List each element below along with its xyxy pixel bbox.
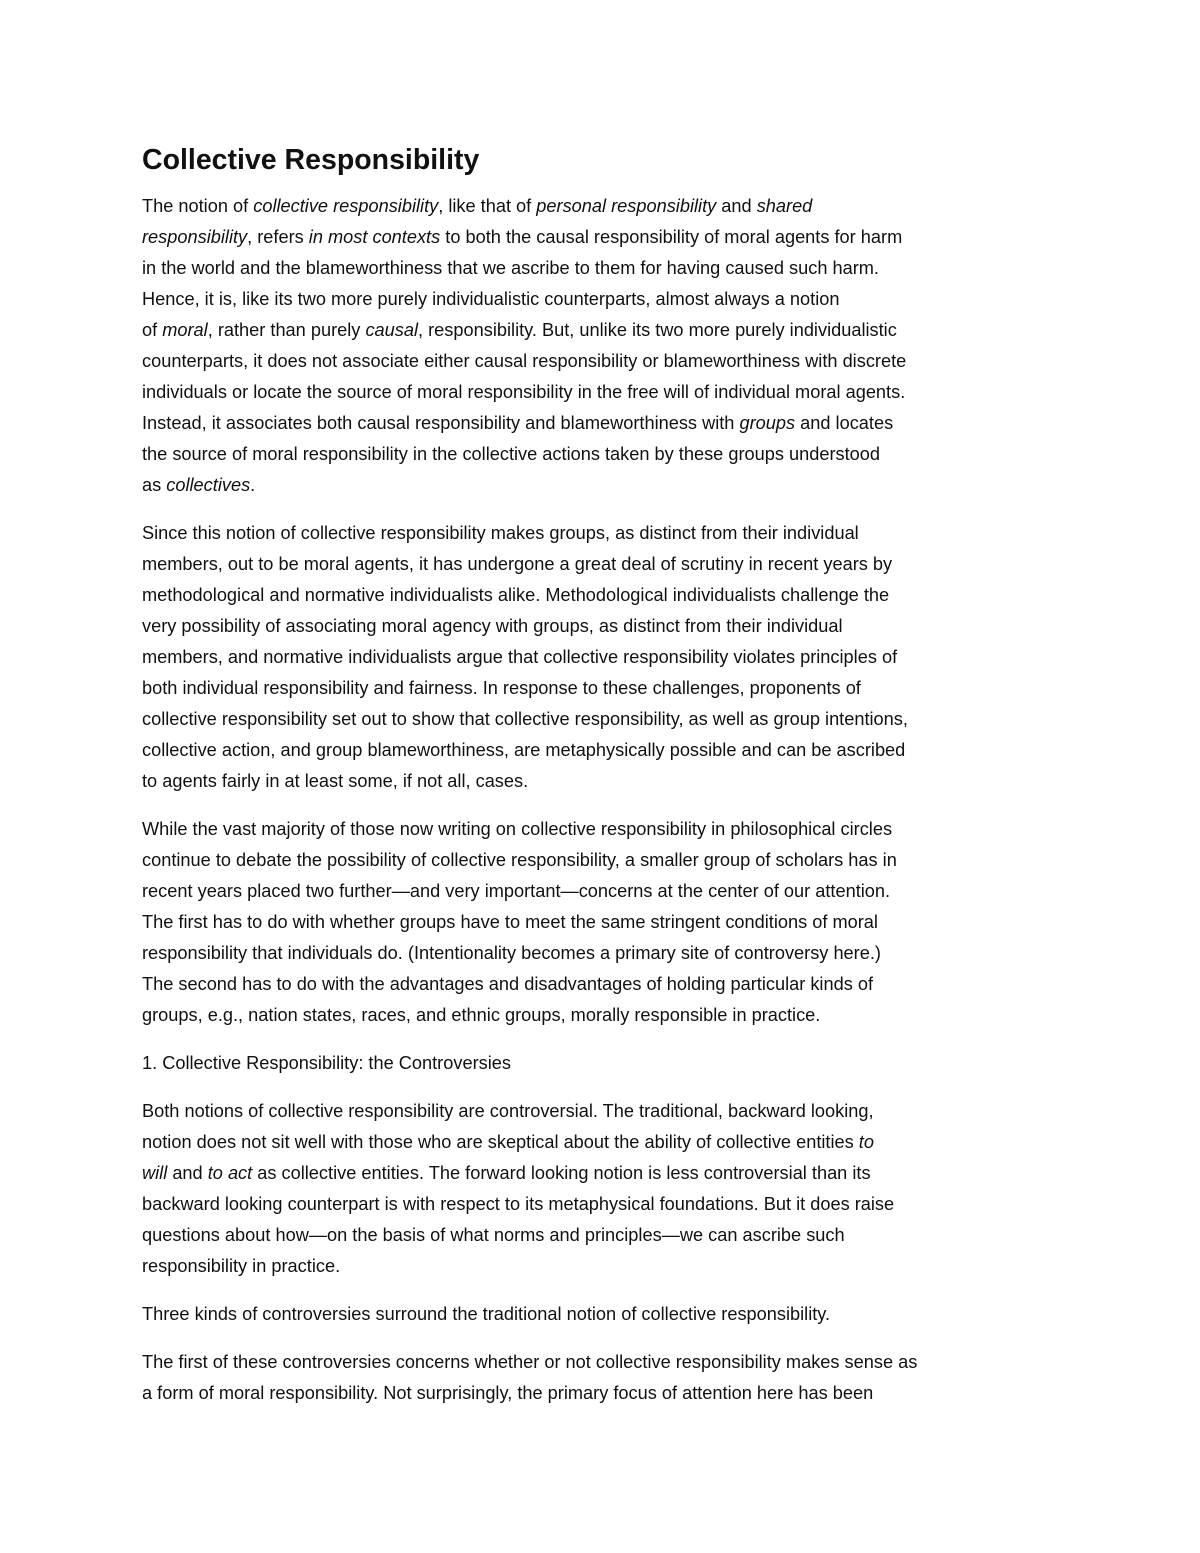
text-run: groups, e.g., nation states, races, and ethnic groups, morally responsible in practice. (142, 1005, 821, 1025)
text-run: Both notions of collective responsibility are controversial. The traditional, backward looking, (142, 1101, 874, 1121)
text-line (142, 673, 1072, 704)
paragraph (142, 518, 1072, 797)
text-run: recent years placed two further—and very important—concerns at the center of our attention. (142, 881, 891, 901)
text-line (142, 907, 1072, 938)
text-run: continue to debate the possibility of collective responsibility, a smaller group of scholars has in (142, 850, 897, 870)
text-line (142, 518, 1072, 549)
italic-text: groups (739, 413, 796, 433)
text-line (142, 611, 1072, 642)
italic-text: in most contexts (308, 227, 441, 247)
text-run: as collective entities. The forward looking notion is less controversial than its (252, 1163, 871, 1183)
text-run: . (250, 475, 256, 495)
text-line (142, 1189, 1072, 1220)
text-run: counterparts, it does not associate either causal responsibility or blameworthiness with discrete (142, 351, 907, 371)
text-line (142, 191, 1072, 222)
text-line (142, 876, 1072, 907)
text-line (142, 222, 1072, 253)
text-run: in the world and the blameworthiness that we ascribe to them for having caused such harm. (142, 258, 879, 278)
text-run: members, out to be moral agents, it has undergone a great deal of scrutiny in recent years by (142, 554, 893, 574)
paragraph (142, 191, 1072, 501)
italic-text: moral (162, 320, 208, 340)
text-run: collective responsibility set out to show that collective responsibility, as well as group intentions, (142, 709, 908, 729)
text-run: both individual responsibility and fairness. In response to these challenges, proponents of (142, 678, 861, 698)
text-line (142, 1158, 1072, 1189)
text-line (142, 1127, 1072, 1158)
text-line (142, 470, 1072, 501)
text-line (142, 1220, 1072, 1251)
text-run: backward looking counterpart is with respect to its metaphysical foundations. But it does raise (142, 1194, 895, 1214)
italic-text: to act (207, 1163, 253, 1183)
text-line (142, 1347, 1072, 1378)
italic-text: personal responsibility (536, 196, 717, 216)
text-line (142, 315, 1072, 346)
text-run: to agents fairly in at least some, if not all, cases. (142, 771, 529, 791)
text-run: The second has to do with the advantages and disadvantages of holding particular kinds of (142, 974, 874, 994)
text-line (142, 580, 1072, 611)
text-run: Since this notion of collective responsibility makes groups, as distinct from their individual (142, 523, 859, 543)
section-heading: 1. Collective Responsibility: the Controversies (142, 1053, 511, 1073)
text-line (142, 346, 1072, 377)
text-line (142, 253, 1072, 284)
intro-section (142, 191, 1072, 1031)
text-run: of (142, 320, 163, 340)
italic-text: responsibility (142, 227, 248, 247)
italic-text: to (858, 1132, 874, 1152)
text-run: notion does not sit well with those who are skeptical about the ability of collective entities (142, 1132, 859, 1152)
document-page (142, 140, 1072, 1426)
text-line (142, 284, 1072, 315)
italic-text: collectives (166, 475, 251, 495)
text-line (142, 1096, 1072, 1127)
text-run: and (167, 1163, 208, 1183)
paragraph (142, 1096, 1072, 1282)
text-line (142, 439, 1072, 470)
text-line (142, 814, 1072, 845)
text-run: Three kinds of controversies surround the traditional notion of collective responsibility. (142, 1304, 831, 1324)
text-line (142, 1000, 1072, 1031)
text-run: While the vast majority of those now writing on collective responsibility in philosophical circles (142, 819, 893, 839)
text-run: very possibility of associating moral agency with groups, as distinct from their individual (142, 616, 843, 636)
text-line (142, 1299, 1072, 1330)
text-run: as (142, 475, 167, 495)
text-line (142, 1378, 1072, 1409)
text-run: methodological and normative individualists alike. Methodological individualists challenge the (142, 585, 890, 605)
text-line (142, 642, 1072, 673)
text-line (142, 704, 1072, 735)
text-run: to both the causal responsibility of moral agents for harm (440, 227, 903, 247)
italic-text: will (142, 1163, 168, 1183)
text-run: the source of moral responsibility in the collective actions taken by these groups understood (142, 444, 881, 464)
text-run: , responsibility. But, unlike its two more purely individualistic (418, 320, 897, 340)
text-line (142, 766, 1072, 797)
text-run: The first has to do with whether groups have to meet the same stringent conditions of moral (142, 912, 878, 932)
text-line (142, 549, 1072, 580)
text-run: collective action, and group blameworthiness, are metaphysically possible and can be ascribed (142, 740, 906, 760)
section-body (142, 1096, 1072, 1409)
text-run: The notion of (142, 196, 254, 216)
paragraph (142, 1347, 1072, 1409)
text-line (142, 1251, 1072, 1282)
text-line (142, 938, 1072, 969)
italic-text: causal (365, 320, 419, 340)
text-run: individuals or locate the source of moral responsibility in the free will of individual moral agents. (142, 382, 906, 402)
text-run: members, and normative individualists argue that collective responsibility violates principles of (142, 647, 898, 667)
text-run: questions about how—on the basis of what norms and principles—we can ascribe such (142, 1225, 845, 1245)
text-run: a form of moral responsibility. Not surprisingly, the primary focus of attention here has been (142, 1383, 874, 1403)
text-run: , refers (247, 227, 309, 247)
text-run: Instead, it associates both causal responsibility and blameworthiness with (142, 413, 740, 433)
text-run: responsibility in practice. (142, 1256, 341, 1276)
text-run: , like that of (438, 196, 537, 216)
text-line (142, 408, 1072, 439)
text-run: , rather than purely (207, 320, 366, 340)
paragraph (142, 814, 1072, 1031)
text-run: and locates (795, 413, 894, 433)
text-line (142, 735, 1072, 766)
text-run: and (716, 196, 757, 216)
text-line (142, 845, 1072, 876)
text-run: Hence, it is, like its two more purely individualistic counterparts, almost always a notion (142, 289, 840, 309)
text-line (142, 969, 1072, 1000)
italic-text: collective responsibility (253, 196, 439, 216)
italic-text: shared (756, 196, 813, 216)
text-run: responsibility that individuals do. (Intentionality becomes a primary site of controversy here.) (142, 943, 881, 963)
text-run: The first of these controversies concerns whether or not collective responsibility makes sense as (142, 1352, 918, 1372)
text-line (142, 377, 1072, 408)
paragraph (142, 1299, 1072, 1330)
document-title: Collective Responsibility (142, 144, 480, 176)
